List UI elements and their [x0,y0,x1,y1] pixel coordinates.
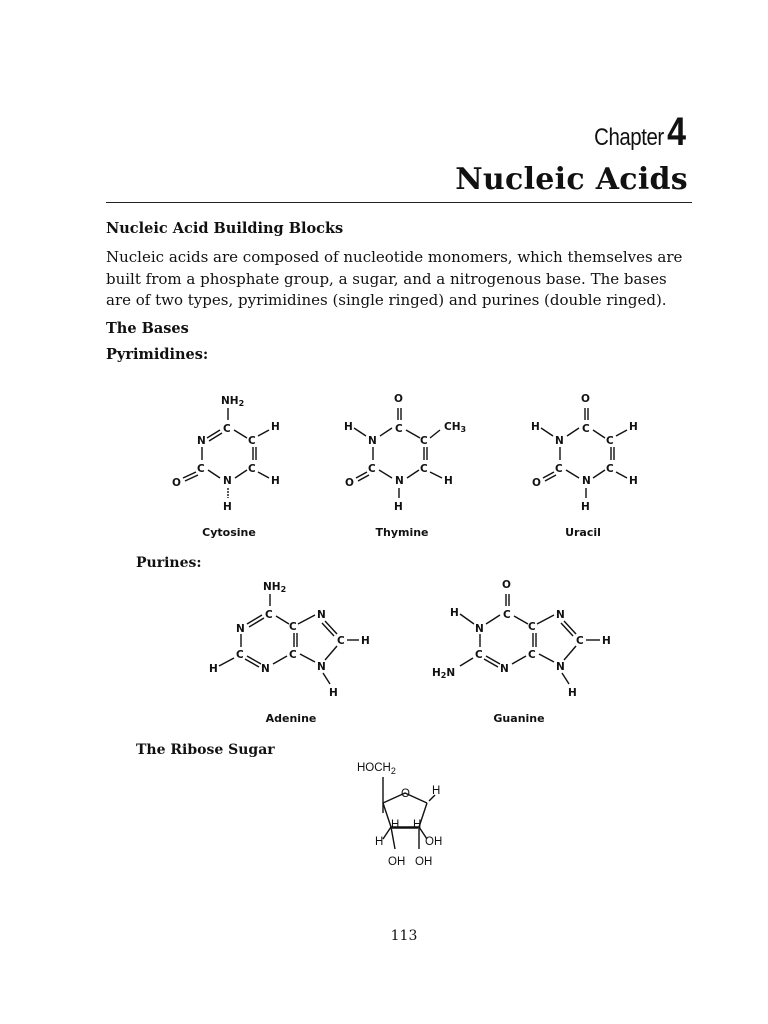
ribose-structure [355,757,465,872]
svg-text:H: H [450,607,459,619]
svg-text:N: N [395,475,404,487]
svg-text:O: O [581,393,590,405]
svg-text:C: C [289,621,297,633]
svg-text:C: C [248,435,256,447]
svg-text:C: C [475,649,483,661]
svg-text:N: N [261,663,270,675]
svg-text:H: H [223,501,232,513]
thymine-structure [340,388,480,518]
svg-text:O: O [172,477,181,489]
chapter-title: Nucleic Acids [455,162,688,197]
svg-text:C: C [420,435,428,447]
cytosine-caption: Cytosine [202,526,256,539]
svg-text:C: C [265,609,273,621]
uracil-structure [525,388,655,518]
svg-text:O: O [394,393,403,405]
guanine-caption: Guanine [493,712,545,725]
svg-text:C: C [248,463,256,475]
bases-heading: The Bases [106,320,189,337]
intro-paragraph: Nucleic acids are composed of nucleotide monomers, which themselves are built from a phosphate group, a sugar, and a nitrogenous base. The bases are of two types, pyrimidines (single ringed) and purines (double ringed). [106,248,683,309]
cytosine-structure [165,388,295,518]
svg-text:H: H [568,687,577,699]
svg-text:C: C [582,423,590,435]
svg-text:H: H [271,475,280,487]
svg-text:NH2: NH2 [263,581,287,594]
svg-text:C: C [368,463,376,475]
svg-text:H: H [375,836,384,848]
svg-text:C: C [606,435,614,447]
chapter-label [595,110,686,155]
svg-text:N: N [197,435,206,447]
svg-text:N: N [317,609,326,621]
svg-text:NH2: NH2 [221,395,245,408]
uracil-caption: Uracil [565,526,601,539]
svg-text:H: H [344,421,353,433]
svg-text:C: C [555,463,563,475]
svg-text:O: O [532,477,541,489]
section-heading: Nucleic Acid Building Blocks [106,220,344,237]
svg-text:N: N [317,661,326,673]
svg-text:C: C [528,621,536,633]
svg-text:C: C [337,635,345,647]
svg-text:OH: OH [425,836,443,848]
svg-text:O: O [345,477,354,489]
svg-text:H: H [531,421,540,433]
svg-text:H: H [581,501,590,513]
svg-text:H: H [271,421,280,433]
svg-text:H: H [432,785,441,797]
svg-text:C: C [395,423,403,435]
svg-text:H: H [413,819,422,831]
svg-text:C: C [289,649,297,661]
svg-text:C: C [223,423,231,435]
svg-text:C: C [236,649,244,661]
title-rule [106,202,692,203]
svg-text:H: H [629,475,638,487]
svg-text:HOCH2: $HOCH_2$ [357,762,396,776]
svg-text:N: N [475,623,484,635]
svg-text:C: C [197,463,205,475]
svg-text:H: H [602,635,611,647]
svg-text:N: N [368,435,377,447]
svg-text:N: N [500,663,509,675]
chapter-word: Chapter [594,124,665,151]
svg-text:N: N [555,435,564,447]
svg-text:C: C [420,463,428,475]
svg-text:C: C [606,463,614,475]
ribose-heading: The Ribose Sugar [136,742,275,758]
svg-text:H: H [391,819,400,831]
svg-text:CH3: CH3 [444,421,467,434]
thymine-caption: Thymine [375,526,429,539]
svg-text:O: O [401,788,410,800]
svg-text:C: C [576,635,584,647]
svg-text:C: C [528,649,536,661]
svg-text:OH: OH [388,856,406,868]
svg-text:H: H [629,421,638,433]
svg-text:O: O [502,579,511,591]
pyrimidines-heading: Pyrimidines: [106,346,209,363]
guanine-structure [430,572,630,707]
svg-text:C: C [503,609,511,621]
svg-text:H: H [394,501,403,513]
purines-heading: Purines: [136,555,202,571]
svg-text:OH: OH [415,856,433,868]
svg-text:N: N [582,475,591,487]
svg-text:H2N: H2N [432,667,456,680]
svg-text:N: N [236,623,245,635]
svg-text:N: N [556,609,565,621]
adenine-structure [205,572,385,707]
svg-text:H: H [361,635,370,647]
adenine-caption: Adenine [265,712,317,725]
page-number: 113 [390,928,418,944]
svg-text:H: H [329,687,338,699]
chapter-number: 4 [667,110,686,154]
svg-text:N: N [223,475,232,487]
svg-text:N: N [556,661,565,673]
svg-text:H: H [209,663,218,675]
svg-text:H: H [444,475,453,487]
